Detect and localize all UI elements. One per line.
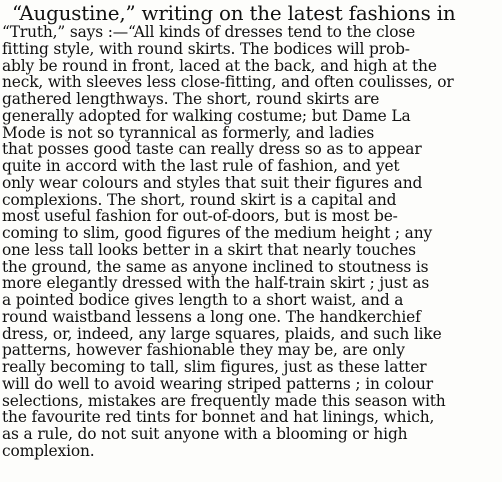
article-line: round waistband lessens a long one. The handkerchief	[2, 307, 421, 326]
article-line: patterns, however fashionable they may be, are only	[2, 341, 405, 360]
article-line: really becoming to tall, slim figures, just as these latter	[2, 358, 427, 376]
article-line: “Truth,” says :—“All kinds of dresses tend to the close	[2, 23, 416, 41]
article-line: complexions. The short, round skirt is a capital and	[2, 190, 397, 209]
article-line: “Augustine,” writing on the latest fashions in	[11, 1, 456, 25]
article-line: only wear colours and styles that suit their figures and	[2, 173, 423, 192]
article-line: Mode is not so tyrannical as formerly, and ladies	[2, 123, 375, 142]
article-line: that posses good taste can really dress so as to appear	[2, 140, 422, 159]
article-line: generally adopted for walking costume; but Dame La	[2, 106, 411, 125]
article-line: the ground, the same as anyone inclined to stoutness is	[2, 257, 429, 276]
article-line: ably be round in front, laced at the back, and high at the	[2, 56, 437, 75]
article-line: the favourite red tints for bonnet and hat linings, which,	[2, 408, 435, 427]
article-line: complexion.	[2, 441, 95, 460]
article-line: quite in accord with the last rule of fashion, and yet	[2, 157, 400, 175]
article-line: a pointed bodice gives length to a short waist, and a	[2, 291, 404, 309]
article-line: one less tall looks better in a skirt that nearly touches	[2, 240, 416, 259]
article-line: dress, or, indeed, any large squares, plaids, and such like	[2, 324, 442, 343]
article-line: neck, with sleeves less close-fitting, and often coulisses, or	[2, 73, 454, 92]
article-line: more elegantly dressed with the half-train skirt ; just as	[2, 274, 430, 293]
article-line: most useful fashion for out-of-doors, but is most be-	[2, 207, 398, 226]
article-line: will do well to avoid wearing striped patterns ; in colour	[2, 374, 434, 393]
article-line: selections, mistakes are frequently made this season with	[2, 391, 446, 410]
article-line: gathered lengthways. The short, round skirts are	[2, 90, 380, 108]
article-line: as a rule, do not suit anyone with a blooming or high	[2, 425, 408, 443]
article-line: coming to slim, good figures of the medium height ; any	[2, 224, 433, 242]
article-line: fitting style, with round skirts. The bodices will prob-	[2, 39, 410, 58]
